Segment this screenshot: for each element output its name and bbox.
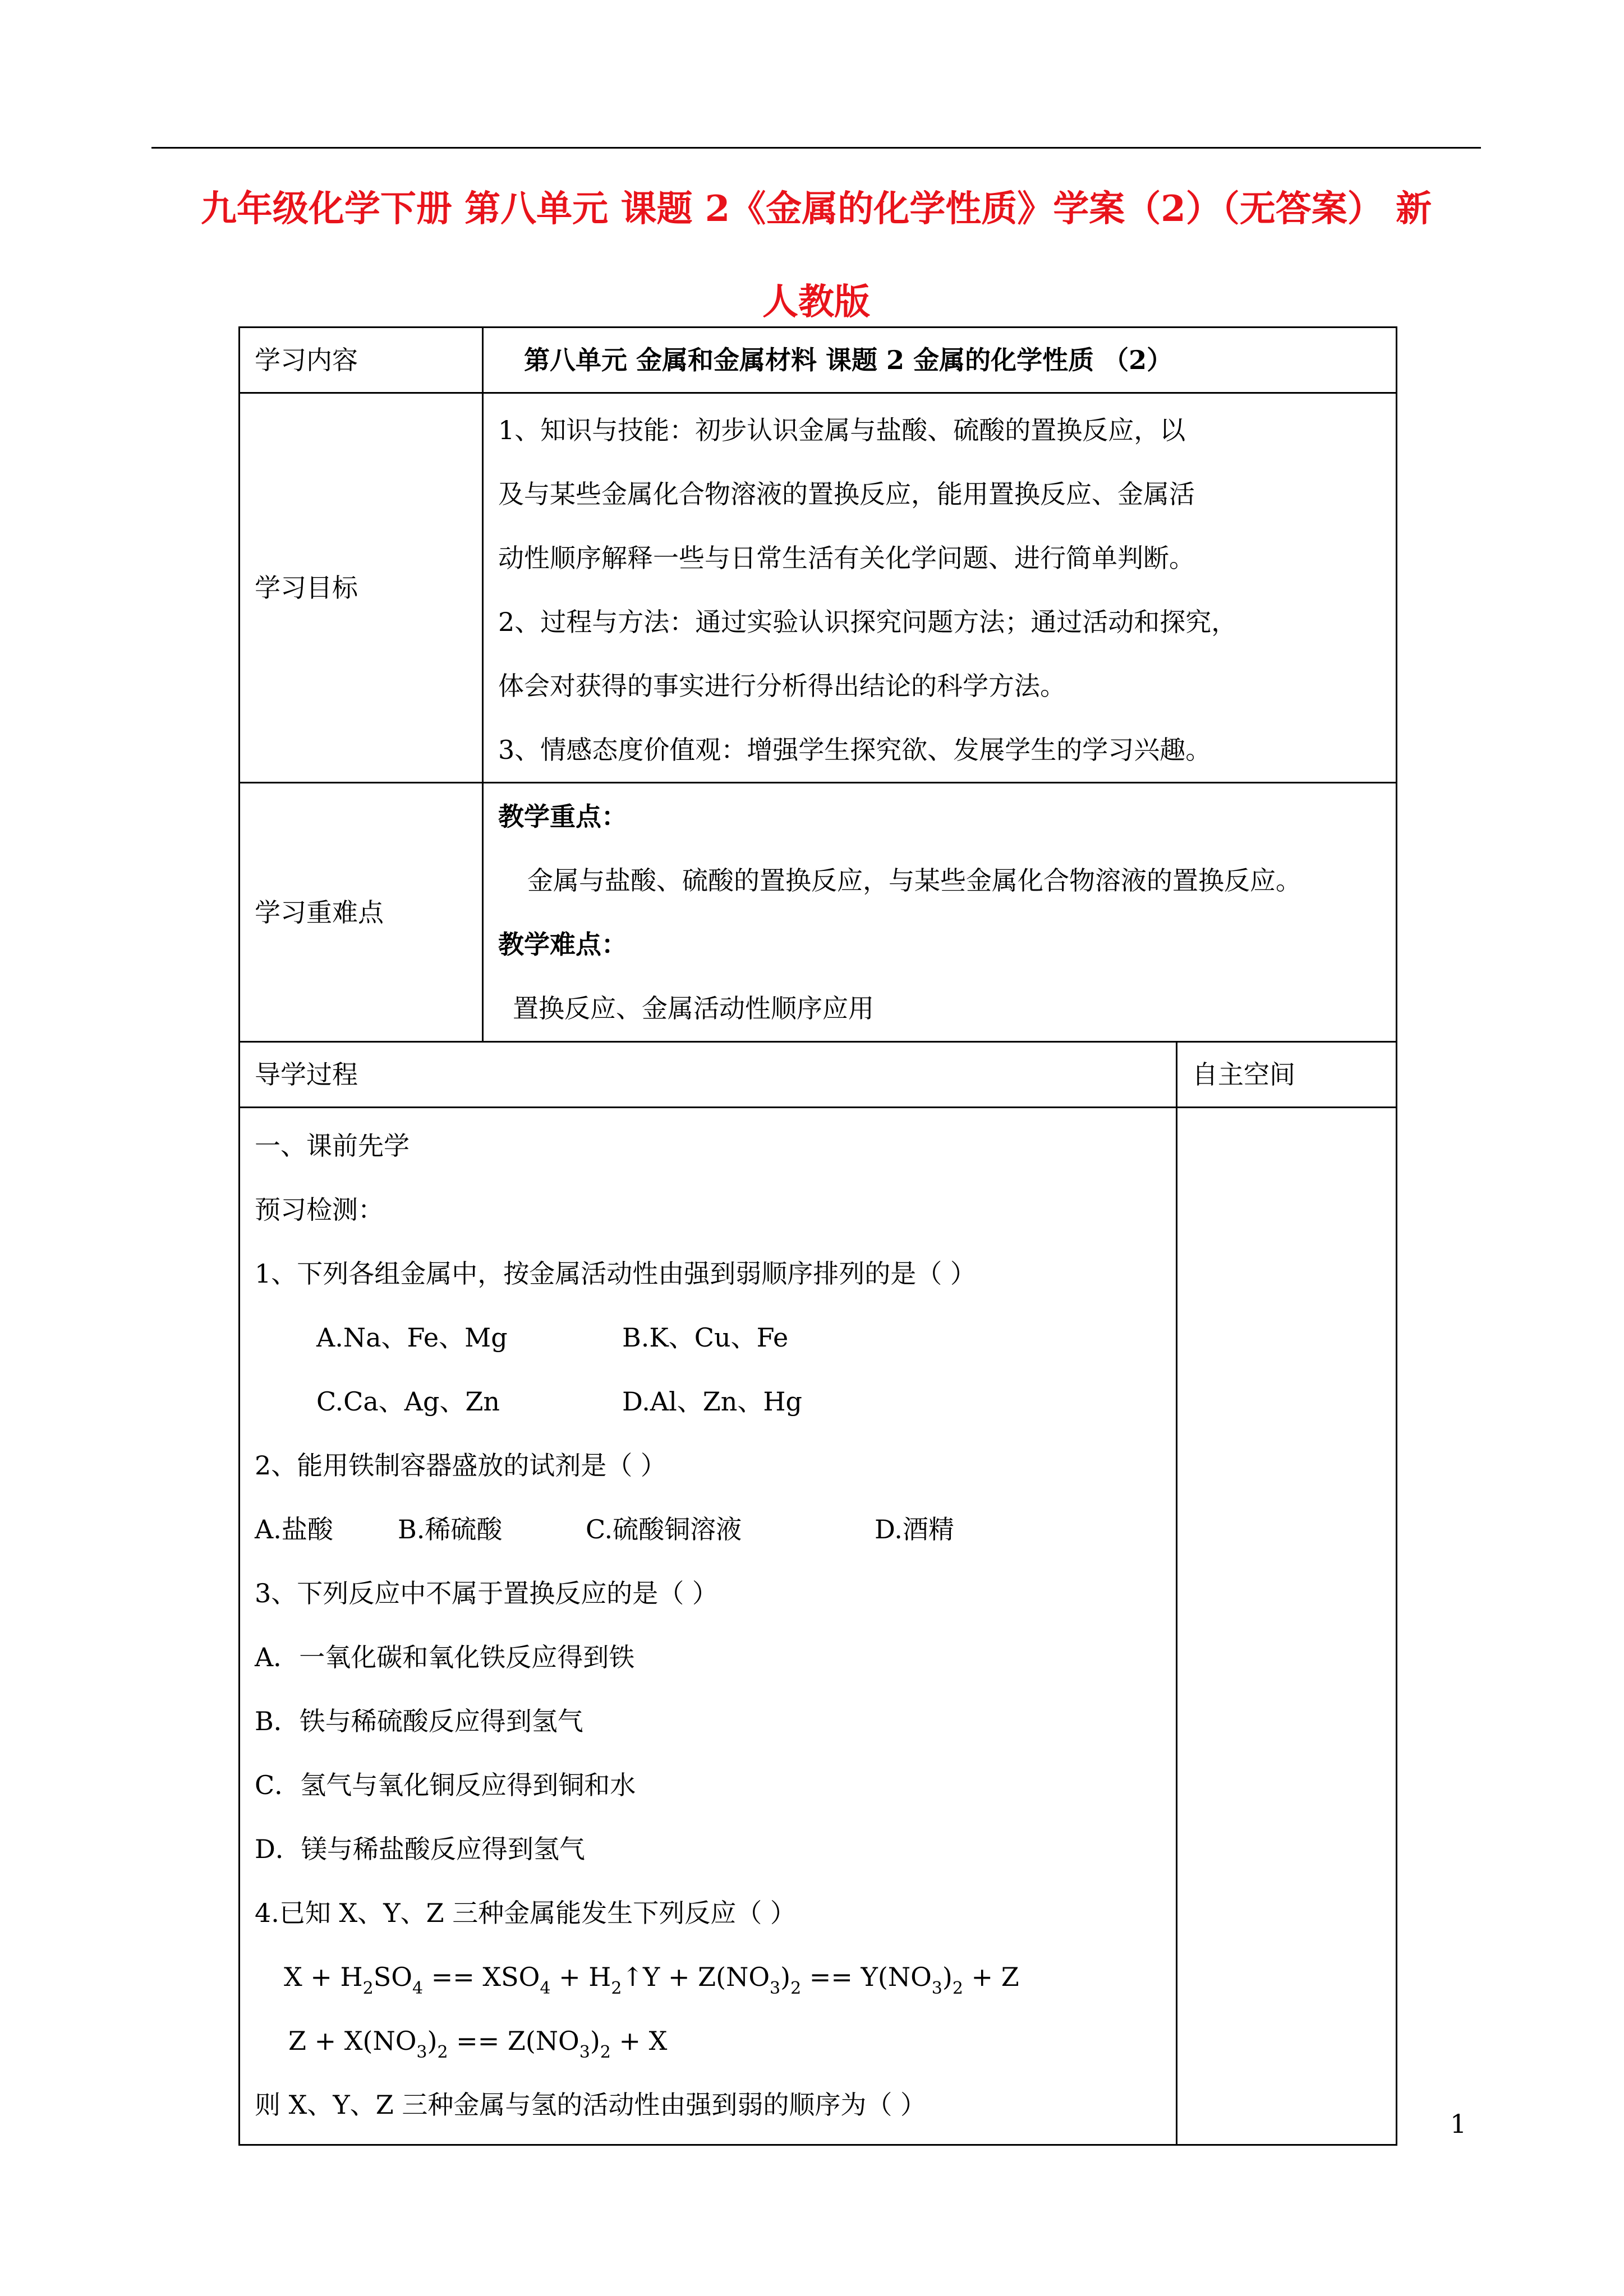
preview-heading: 预习检测： xyxy=(255,1195,384,1225)
q1-options-cd xyxy=(255,1370,1161,1433)
document-title-line1: 九年级化学下册 第八单元 课题 2《金属的化学性质》学案（2）（无答案） 新 xyxy=(200,188,1432,230)
objective-line: 体会对获得的事实进行分析得出结论的科学方法。 xyxy=(498,671,1066,701)
q1-option-b: B.K、Cu、Fe xyxy=(622,1322,789,1353)
equation-1: $X + H_2SO_4 == XSO_4$ + $H_2↑$ xyxy=(284,1962,644,1998)
process-body xyxy=(240,1108,1177,2145)
q3-option-c: C．氢气与氧化铜反应得到铜和水 xyxy=(255,1770,636,1800)
key-heading: 教学重点： xyxy=(498,801,627,832)
row-process-body xyxy=(240,1108,1397,2145)
question-1: 1、下列各组金属中，按金属活动性由强到弱顺序排列的是（ ） xyxy=(255,1258,976,1289)
difficulty-text: 置换反应、金属活动性顺序应用 xyxy=(513,993,874,1023)
label-content: 学习内容 xyxy=(240,328,483,393)
label-objectives: 学习目标 xyxy=(240,393,483,783)
row-objectives xyxy=(240,393,1397,783)
equation-2: $Y + Z(NO_3)_2 == Y(NO_3)_2 + Z$ xyxy=(643,1962,1019,1998)
question-3: 3、下列反应中不属于置换反应的是（ ） xyxy=(255,1578,718,1608)
row-content xyxy=(240,328,1397,393)
content-title: 第八单元 金属和金属材料 课题 2 金属的化学性质 （2） xyxy=(483,328,1397,393)
objective-line: 及与某些金属化合物溶液的置换反应，能用置换反应、金属活 xyxy=(498,479,1195,509)
q4-equations-2 xyxy=(255,2009,1161,2073)
process-header: 导学过程 xyxy=(240,1042,1177,1108)
row-process-header xyxy=(240,1042,1397,1108)
self-space-body xyxy=(1177,1108,1397,2145)
objective-line: 3、情感态度价值观：增强学生探究欲、发展学生的学习兴趣。 xyxy=(498,735,1212,765)
question-4: 4.已知 X、Y、Z 三种金属能发生下列反应（ ） xyxy=(255,1898,796,1928)
objective-line: 2、过程与方法：通过实验认识探究问题方法；通过活动和探究， xyxy=(498,607,1237,637)
lesson-table xyxy=(238,326,1397,2146)
key-text: 金属与盐酸、硫酸的置换反应，与某些金属化合物溶液的置换反应。 xyxy=(527,865,1301,896)
q1-option-d: D.Al、Zn、Hg xyxy=(622,1386,802,1417)
question-2: 2、能用铁制容器盛放的试剂是（ ） xyxy=(255,1450,666,1481)
objective-line: 动性顺序解释一些与日常生活有关化学问题、进行简单判断。 xyxy=(498,543,1195,573)
q3-option-b: B．铁与稀硫酸反应得到氢气 xyxy=(255,1706,583,1736)
difficulty-heading: 教学难点： xyxy=(498,929,627,960)
self-space-header: 自主空间 xyxy=(1177,1042,1397,1108)
document-title-line2: 人教版 xyxy=(762,281,870,323)
section-heading: 一、课前先学 xyxy=(255,1131,410,1161)
q4-tail: 则 X、Y、Z 三种金属与氢的活动性由强到弱的顺序为（ ） xyxy=(255,2090,926,2120)
page-number: 1 xyxy=(1450,2109,1467,2139)
row-key-points xyxy=(240,783,1397,1042)
equation-3: $Z + X(NO_3)_2 == Z(NO_3)_2 + X$ xyxy=(288,2026,668,2062)
header-rule xyxy=(151,147,1481,149)
q1-option-c: C.Ca、Ag、Zn xyxy=(316,1386,500,1417)
objective-line: 1、知识与技能：初步认识金属与盐酸、硫酸的置换反应，以 xyxy=(498,415,1186,445)
q1-options-ab xyxy=(255,1306,1161,1370)
q2-option-c: C.硫酸铜溶液 xyxy=(586,1514,742,1545)
q1-option-a: A.Na、Fe、Mg xyxy=(316,1322,508,1353)
q2-option-b: B.稀硫酸 xyxy=(398,1514,503,1545)
objectives-cell xyxy=(483,393,1397,783)
q2-options xyxy=(255,1497,1161,1561)
q2-option-a: A.盐酸 xyxy=(255,1514,333,1545)
q2-option-d: D.酒精 xyxy=(875,1514,954,1545)
key-points-cell xyxy=(483,783,1397,1042)
q4-equations-1 xyxy=(255,1945,1161,2009)
label-key-points: 学习重难点 xyxy=(240,783,483,1042)
q3-option-a: A．一氧化碳和氧化铁反应得到铁 xyxy=(255,1642,635,1672)
q3-option-d: D．镁与稀盐酸反应得到氢气 xyxy=(255,1834,585,1864)
